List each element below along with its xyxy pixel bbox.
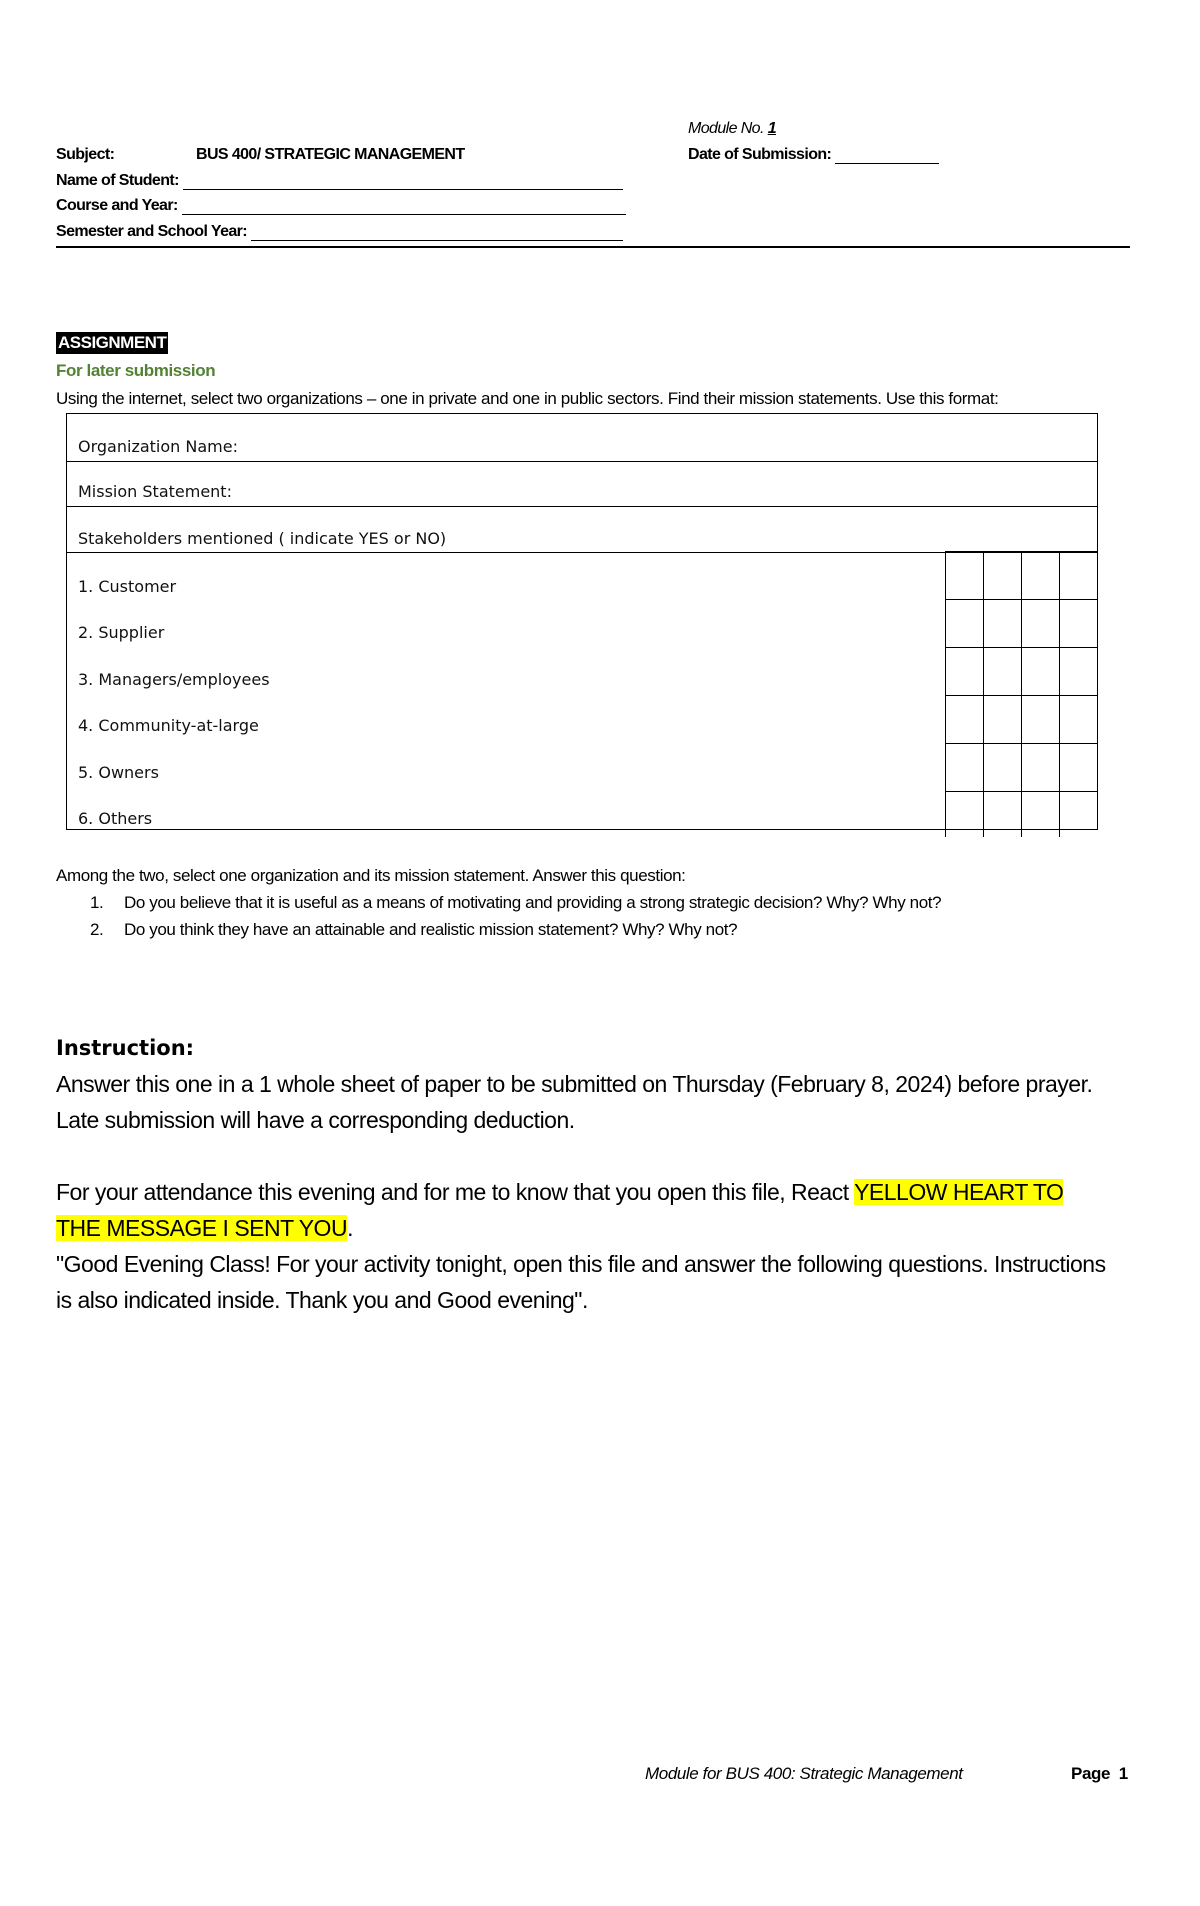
question-number: 2. <box>90 920 104 939</box>
grid-cell[interactable] <box>1060 744 1098 792</box>
student-name-line <box>56 172 623 190</box>
instruction-line-2: Late submission will have a corresponding deduction. <box>56 1107 575 1133</box>
footer-module-text: Module for BUS 400: Strategic Management <box>645 1764 963 1783</box>
student-name-blank[interactable] <box>183 173 623 190</box>
grid-cell[interactable] <box>1060 600 1098 648</box>
org-name-row <box>67 414 1097 462</box>
assignment-intro: Using the internet, select two organizations – one in private and one in public sectors. Find their mission statements. Use this format: <box>56 389 999 408</box>
grid-cell[interactable] <box>984 744 1022 792</box>
grid-cell[interactable] <box>946 552 984 600</box>
instruction-heading: Instruction: <box>56 1036 195 1060</box>
module-number: 1 <box>767 120 776 137</box>
attendance-text: For your attendance this evening and for me to know that you open this file, React <box>56 1179 855 1205</box>
student-label: Name of Student: <box>56 172 179 189</box>
stakeholder-item-customer: 1. Customer <box>78 577 177 596</box>
grid-cell[interactable] <box>1022 600 1060 648</box>
date-of-submission <box>688 146 939 164</box>
date-label: Date of Submission: <box>688 146 832 163</box>
highlight-text: THE MESSAGE I SENT YOU <box>56 1215 348 1241</box>
attendance-line-2 <box>56 1215 353 1242</box>
assignment-heading <box>56 332 168 354</box>
grid-cell[interactable] <box>984 696 1022 744</box>
grid-row <box>946 552 1098 600</box>
grid-cell[interactable] <box>1022 792 1060 838</box>
grid-cell[interactable] <box>946 792 984 838</box>
semester-blank[interactable] <box>251 224 623 241</box>
stakeholder-item-others: 6. Others <box>78 809 153 828</box>
stakeholder-item-managers: 3. Managers/employees <box>78 670 270 689</box>
grid-row <box>946 600 1098 648</box>
semester-line <box>56 223 623 241</box>
stakeholders-label: Stakeholders mentioned ( indicate YES or NO) <box>78 529 447 548</box>
instruction-line-1: Answer this one in a 1 whole sheet of paper to be submitted on Thursday (February 8, 2024) before prayer. <box>56 1071 1093 1097</box>
subject-label: Subject: <box>56 146 115 163</box>
highlight-text: YELLOW HEART TO <box>854 1179 1064 1205</box>
questions-intro: Among the two, select one organization and its mission statement. Answer this question: <box>56 866 686 885</box>
grid-cell[interactable] <box>984 552 1022 600</box>
assignment-heading-text: ASSIGNMENT <box>58 333 167 352</box>
stakeholder-item-community: 4. Community-at-large <box>78 716 259 735</box>
grid-row <box>946 792 1098 838</box>
course-label: Course and Year: <box>56 197 178 214</box>
attendance-line-1 <box>56 1179 1063 1206</box>
date-blank[interactable] <box>835 147 939 164</box>
yes-no-grid <box>945 551 1097 837</box>
grid-cell[interactable] <box>1060 648 1098 696</box>
grid-row <box>946 648 1098 696</box>
stakeholders-row <box>67 506 1097 553</box>
grid-cell[interactable] <box>946 600 984 648</box>
stakeholder-item-supplier: 2. Supplier <box>78 623 165 642</box>
grid-cell[interactable] <box>1060 552 1098 600</box>
grid-cell[interactable] <box>1022 744 1060 792</box>
grid-cell[interactable] <box>1022 648 1060 696</box>
footer-page <box>1071 1764 1128 1784</box>
question-item <box>90 920 737 940</box>
grid-cell[interactable] <box>1022 696 1060 744</box>
grid-cell[interactable] <box>1060 696 1098 744</box>
question-number: 1. <box>90 893 104 912</box>
grid-cell[interactable] <box>1060 792 1098 838</box>
question-item <box>90 893 941 913</box>
grid-cell[interactable] <box>1022 552 1060 600</box>
mission-row <box>67 461 1097 507</box>
header-divider <box>56 246 1130 248</box>
quote-line-1: "Good Evening Class! For your activity tonight, open this file and answer the following questions. Instructions <box>56 1251 1106 1277</box>
subject-value: BUS 400/ STRATEGIC MANAGEMENT <box>196 146 465 163</box>
semester-label: Semester and School Year: <box>56 223 248 240</box>
grid-cell[interactable] <box>984 792 1022 838</box>
module-label: Module No. <box>688 120 764 137</box>
grid-row <box>946 696 1098 744</box>
org-name-label: Organization Name: <box>78 437 238 456</box>
page-number: 1 <box>1118 1764 1128 1783</box>
question-text: Do you believe that it is useful as a means of motivating and providing a strong strategic decision? Why? Why not? <box>124 893 942 912</box>
period: . <box>347 1215 353 1241</box>
stakeholder-item-owners: 5. Owners <box>78 763 159 782</box>
quote-line-2: is also indicated inside. Thank you and Good evening". <box>56 1287 588 1313</box>
course-year-blank[interactable] <box>182 198 626 215</box>
mission-label: Mission Statement: <box>78 482 232 501</box>
question-text: Do you think they have an attainable and realistic mission statement? Why? Why not? <box>124 920 738 939</box>
grid-cell[interactable] <box>946 744 984 792</box>
grid-cell[interactable] <box>984 648 1022 696</box>
page-label: Page <box>1071 1764 1111 1783</box>
module-number-line <box>688 120 776 138</box>
grid-cell[interactable] <box>946 648 984 696</box>
assignment-subheading: For later submission <box>56 361 216 380</box>
grid-cell[interactable] <box>984 600 1022 648</box>
mission-form-box <box>66 413 1098 830</box>
grid-cell[interactable] <box>946 696 984 744</box>
course-year-line <box>56 197 626 215</box>
grid-row <box>946 744 1098 792</box>
